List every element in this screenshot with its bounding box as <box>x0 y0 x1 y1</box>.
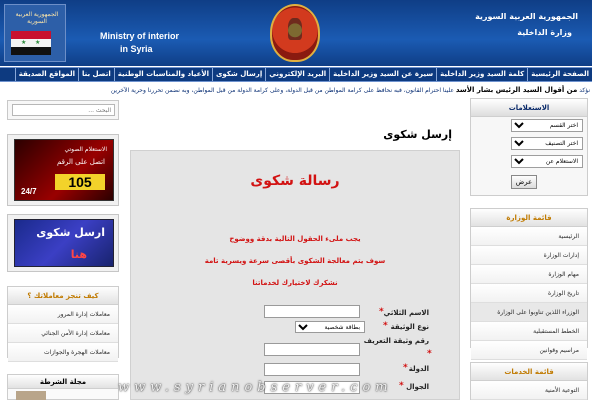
complaint-banner-line1: ارسل شكوى <box>36 226 105 239</box>
required-marker: * <box>427 349 432 359</box>
menu-history[interactable]: تاريخ الوزارة <box>471 284 587 303</box>
complaint-form <box>130 150 460 400</box>
complaint-banner-image <box>14 219 114 267</box>
menu-security-awareness[interactable]: التوعية الأمنية <box>471 381 587 400</box>
magazine-cover-image[interactable] <box>16 391 46 400</box>
country-input[interactable] <box>264 363 360 376</box>
eagle-icon <box>288 18 302 40</box>
watermark: www.syrianobserver.com <box>118 380 393 395</box>
form-instruction-2: سوف يتم معالجة الشكوى بأقصى سرعة ويسرية تامة <box>204 257 386 265</box>
doc-type-label: نوع الوثيقة <box>390 323 429 331</box>
search-input[interactable] <box>12 104 115 116</box>
phone-hours: 24/7 <box>21 187 37 196</box>
menu-departments[interactable]: إدارات الوزارة <box>471 246 587 265</box>
services-menu <box>470 362 588 400</box>
send-complaint-banner[interactable] <box>7 214 119 272</box>
doc-number-label: رقم وثيقة التعريف <box>363 337 429 345</box>
phone-banner-line1: الاستعلام الصوتي <box>64 146 107 153</box>
flag-icon: ★ ★ <box>11 31 51 55</box>
phone-banner-image <box>14 139 114 201</box>
doc-number-input[interactable] <box>264 343 360 356</box>
syria-flag-logo <box>4 4 66 62</box>
complaint-banner-line2: هنا <box>70 248 87 261</box>
phone-number: 105 <box>55 174 105 190</box>
search-box <box>7 100 119 120</box>
transactions-panel-title: كيف تنجز معاملاتك ؟ <box>8 287 118 305</box>
nav-send-complaint[interactable]: إرسال شكوى <box>212 68 265 81</box>
query-type-select[interactable] <box>511 155 583 168</box>
police-magazine-panel <box>7 374 119 400</box>
site-header <box>0 0 592 66</box>
name-label: الاسم الثلاثي <box>383 309 429 317</box>
required-marker: * <box>399 381 404 391</box>
voice-query-banner[interactable] <box>7 134 119 206</box>
country-label: الدولة <box>408 365 429 373</box>
mobile-label: الجوال <box>406 383 429 391</box>
link-immigration-transactions[interactable]: معاملات الهجرة والجوازات <box>8 343 118 362</box>
flag-title: الجمهورية العربية السورية <box>15 11 59 25</box>
nav-email[interactable]: البريد الإلكتروني <box>265 68 329 81</box>
services-menu-title: قائمة الخدمات <box>471 363 587 381</box>
required-marker: * <box>379 307 384 317</box>
form-heading: رسالة شكوى <box>250 173 340 189</box>
ministry-menu <box>470 208 588 354</box>
nav-national-holidays[interactable]: الأعياد والمناسبات الوطنية <box>114 68 212 81</box>
news-ticker: نؤكد من أقوال السيد الرئيس بشار الأسد علينا احترام القانون، فبه نحافظ على كرامة المواطن من قبل الدولة، وعلى كرامة الدولة من قبل المواطن، وبه نضمن تحررنا وحرية الآخرين <box>110 86 590 94</box>
doc-type-select[interactable] <box>295 321 365 333</box>
required-marker: * <box>383 321 388 331</box>
nav-minister-bio[interactable]: سيرة عن السيد وزير الداخلية <box>329 68 436 81</box>
country-name-arabic: الجمهورية العربية السورية <box>475 12 578 21</box>
menu-former-ministers[interactable]: الوزراء اللذين تناوبوا على الوزارة <box>471 303 587 322</box>
page-title: إرسل شكوى <box>383 128 452 141</box>
phone-banner-line2: اتصل على الرقم <box>57 158 105 166</box>
menu-future-plans[interactable]: الخطط المستقبلية <box>471 322 587 341</box>
required-marker: * <box>403 363 408 373</box>
category-select[interactable] <box>511 137 583 150</box>
ministry-english-name: Ministry of interior in Syria <box>100 31 180 54</box>
ministry-menu-title: قائمة الوزارة <box>471 209 587 227</box>
ministry-name-arabic: وزارة الداخلية <box>517 28 572 37</box>
nav-minister-speech[interactable]: كلمة السيد وزير الداخلية <box>436 68 527 81</box>
form-instruction-3: نشكرك لاختيارك لخدماتنا <box>252 279 338 287</box>
queries-panel <box>470 98 588 196</box>
nav-friendly-sites[interactable]: المواقع الصديقة <box>15 68 78 81</box>
police-magazine-title: مجلة الشرطة <box>8 375 118 389</box>
name-input[interactable] <box>264 305 360 318</box>
nav-home[interactable]: الصفحة الرئيسية <box>527 68 592 81</box>
main-nav <box>0 67 592 82</box>
show-button[interactable]: عرض <box>511 175 537 189</box>
link-criminal-security-transactions[interactable]: معاملات إدارة الأمن الجنائي <box>8 324 118 343</box>
transactions-panel <box>7 286 119 358</box>
queries-title: الاستعلامات <box>471 99 587 117</box>
menu-home[interactable]: الرئيسية <box>471 227 587 246</box>
menu-tasks[interactable]: مهام الوزارة <box>471 265 587 284</box>
link-traffic-transactions[interactable]: معاملات إدارة المرور <box>8 305 118 324</box>
section-select[interactable] <box>511 119 583 132</box>
form-instruction-1: يجب ملىء الحقول التالية بدقة ووضوح <box>229 235 361 243</box>
nav-contact-us[interactable]: اتصل بنا <box>78 68 114 81</box>
menu-decrees-laws[interactable]: مراسيم وقوانين <box>471 341 587 360</box>
